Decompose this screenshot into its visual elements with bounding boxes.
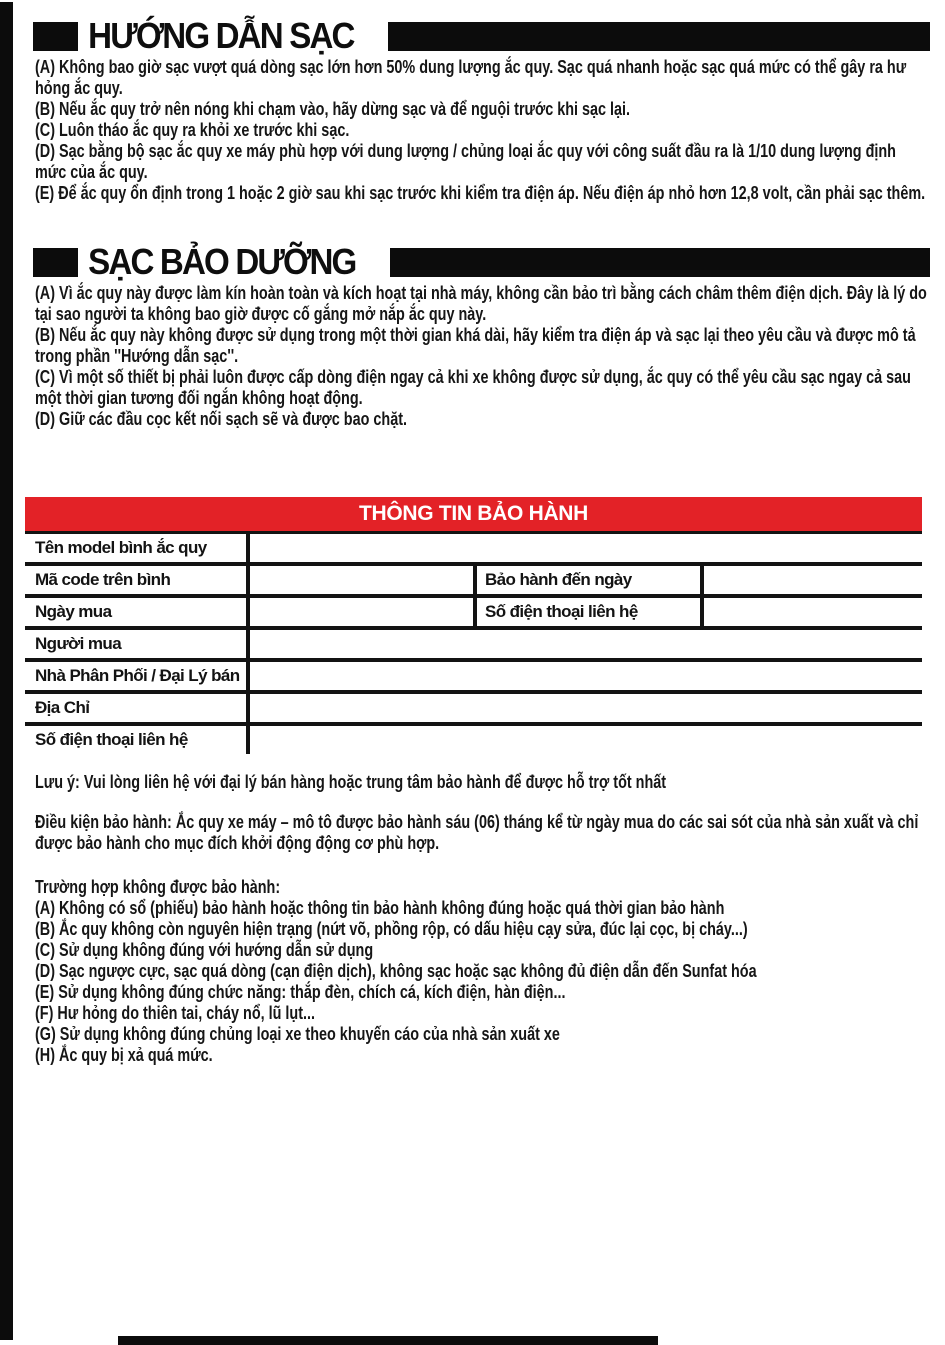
- warranty-table: [25, 531, 922, 754]
- paragraph: (D) Giữ các đầu cọc kết nối sạch sẽ và được bao chặt.: [35, 409, 408, 429]
- input-cell: [250, 694, 922, 722]
- support-note: [35, 772, 930, 793]
- warranty-banner-title: THÔNG TIN BẢO HÀNH: [358, 502, 589, 525]
- input-cell: [250, 630, 922, 658]
- input-cell: [704, 566, 922, 594]
- input-cell: [250, 662, 922, 690]
- row-label: Ngày mua: [25, 598, 250, 626]
- exclusions-title: Trường hợp không được bảo hành:: [35, 877, 281, 897]
- exclusion-item: (H) Ắc quy bị xả quá mức.: [35, 1045, 213, 1065]
- warranty-conditions: [35, 812, 930, 854]
- table-row: [25, 630, 922, 662]
- section-header-maintenance: [33, 241, 930, 282]
- table-row: [25, 566, 922, 598]
- section-title: HƯỚNG DẪN SẠC: [88, 15, 354, 56]
- paragraph: (D) Sạc bằng bộ sạc ắc quy xe máy phù hợp với dung lượng / chủng loại ắc quy với công suất đầu ra là 1/10 dung lượng định mức của ắc quy.: [35, 141, 896, 182]
- paragraph: (E) Để ắc quy ổn định trong 1 hoặc 2 giờ sau khi sạc trước khi kiểm tra điện áp. Nếu điện áp nhỏ hơn 12,8 volt, cần phải sạc thêm.: [35, 183, 926, 203]
- exclusion-item: (F) Hư hỏng do thiên tai, cháy nổ, lũ lụt...: [35, 1003, 316, 1023]
- row-label: Số điện thoại liên hệ: [25, 726, 250, 754]
- row-label: Mã code trên bình: [25, 566, 250, 594]
- row-label: Bảo hành đến ngày: [477, 566, 704, 594]
- section-title-bar: [390, 248, 930, 277]
- warranty-banner: [25, 497, 922, 531]
- input-cell: [250, 534, 922, 562]
- exclusion-item: (G) Sử dụng không đúng chủng loại xe theo khuyến cáo của nhà sản xuất xe: [35, 1024, 560, 1044]
- section-title: SẠC BẢO DƯỠNG: [88, 241, 356, 282]
- exclusion-item: (C) Sử dụng không đúng với hướng dẫn sử dụng: [35, 940, 374, 960]
- exclusion-item: (B) Ắc quy không còn nguyên hiện trạng (nứt võ, phồng rộp, có dấu hiệu cạy sửa, đúc lại cọc, bị cháy...): [35, 919, 748, 939]
- table-row: [25, 694, 922, 726]
- paragraph: (A) Vì ắc quy này được làm kín hoàn toàn và kích hoạt tại nhà máy, không cần bảo trì bằng cách châm thêm điện dịch. Đây là lý do tại sao người ta không bao giờ được cố gắng mở nắp ắc quy này.: [35, 283, 927, 324]
- exclusion-item: (A) Không có sổ (phiếu) bảo hành hoặc thông tin bảo hành không đúng hoặc quá thời gian bảo hành: [35, 898, 725, 918]
- exclusion-item: (D) Sạc ngược cực, sạc quá dòng (cạn điện dịch), không sạc hoặc sạc không đủ điện dẫn đến Sunfat hóa: [35, 961, 757, 981]
- row-label: Số điện thoại liên hệ: [477, 598, 704, 626]
- paragraph: (A) Không bao giờ sạc vượt quá dòng sạc lớn hơn 50% dung lượng ắc quy. Sạc quá nhanh hoặc sạc quá mức có thể gây ra hư hỏng ắc quy.: [35, 57, 907, 98]
- warranty-exclusions: [35, 877, 930, 1066]
- charging-instructions: [35, 57, 930, 204]
- table-row: [25, 662, 922, 694]
- input-cell: [250, 598, 477, 626]
- section-marker-square: [33, 248, 78, 277]
- section-header-charging: [33, 15, 930, 56]
- table-row: [25, 534, 922, 566]
- input-cell: [250, 566, 477, 594]
- input-cell: [704, 598, 922, 626]
- left-edge-bar: [0, 2, 13, 1340]
- paragraph: (C) Luôn tháo ắc quy ra khỏi xe trước khi sạc.: [35, 120, 350, 140]
- maintenance-instructions: [35, 283, 930, 430]
- conditions-text: Điều kiện bảo hành: Ắc quy xe máy – mô tô được bảo hành sáu (06) tháng kể từ ngày mua do các sai sót của nhà sản xuất và chỉ được bảo hành cho mục đích khởi động động cơ phù hợp.: [35, 812, 919, 853]
- row-label: Tên model bình ắc quy: [25, 534, 250, 562]
- row-label: Nhà Phân Phối / Đại Lý bán: [25, 662, 250, 690]
- section-marker-square: [33, 22, 78, 51]
- table-row: [25, 598, 922, 630]
- paragraph: (B) Nếu ắc quy trở nên nóng khi chạm vào, hãy dừng sạc và để nguội trước khi sạc lại.: [35, 99, 631, 119]
- exclusion-item: (E) Sử dụng không đúng chức năng: thắp đèn, chích cá, kích điện, hàn điện...: [35, 982, 566, 1002]
- note-text: Lưu ý: Vui lòng liên hệ với đại lý bán hàng hoặc trung tâm bảo hành để được hỗ trợ tốt nhất: [35, 772, 667, 792]
- paragraph: (B) Nếu ắc quy này không được sử dụng trong một thời gian khá dài, hãy kiểm tra điện áp và sạc lại theo yêu cầu và được mô tả trong phần ''Hướng dẫn sạc''.: [35, 325, 916, 366]
- bottom-edge-bar: [118, 1336, 658, 1345]
- section-title-bar: [388, 22, 930, 51]
- paragraph: (C) Vì một số thiết bị phải luôn được cấp dòng điện ngay cả khi xe không được sử dụng, ắc quy có thể yêu cầu sạc ngay cả sau một thời gian tương đối ngắn không hoạt động.: [35, 367, 911, 408]
- input-cell: [250, 726, 922, 754]
- table-row: [25, 726, 922, 754]
- row-label: Địa Chỉ: [25, 694, 250, 722]
- row-label: Người mua: [25, 630, 250, 658]
